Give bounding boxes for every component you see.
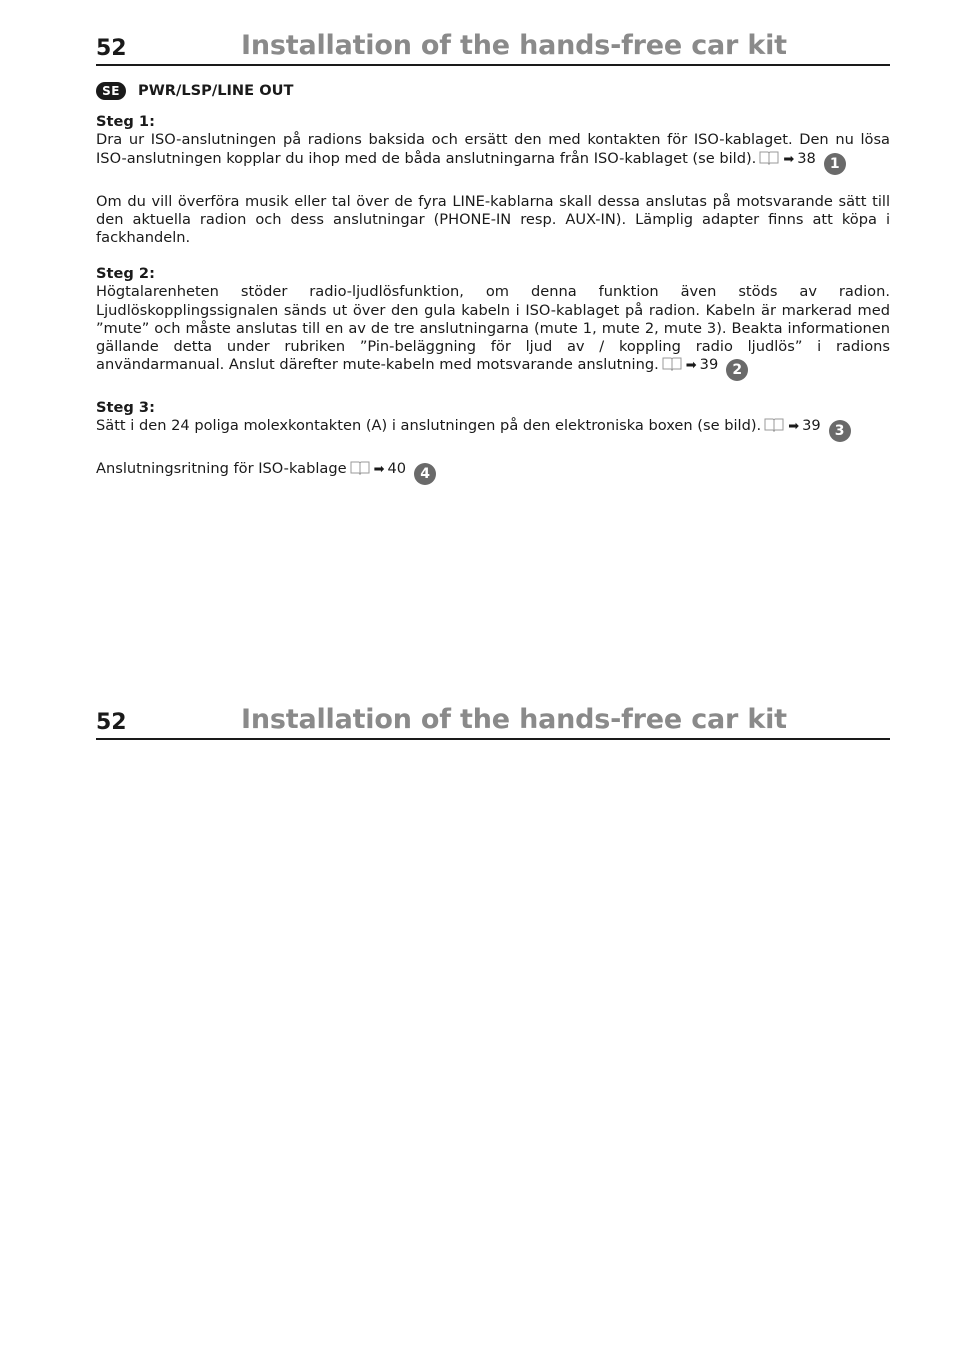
page-number: 52 <box>96 710 127 735</box>
arrow-right-icon: ➡ <box>685 358 697 374</box>
step-3 <box>96 399 890 442</box>
step-text: Dra ur ISO-anslutningen på radions baksida och ersätt den med kontakten för ISO-kablaget. Den nu lösa ISO-anslutningen kopplar du ihop med de båda anslutningarna från ISO-kablaget (se bild). ➡ 38 1 <box>96 131 890 174</box>
wiring-diagram-reference <box>96 460 890 485</box>
step-label: Steg 2: <box>96 265 155 283</box>
page-title: Installation of the hands-free car kit <box>241 30 787 61</box>
note-text: Om du vill överföra musik eller tal över de fyra LINE-kablarna skall dessa anslutas på motsvarande sätt till den aktuella radion och dess anslutningar (PHONE-IN resp. AUX-IN). Lämplig adapter finns att köpa i fackhandeln. <box>96 192 890 247</box>
step-text: Högtalarenheten stöder radio-ljudlösfunktion, om denna funktion även stöds av radion. Ljudlöskopplingssignalen sänds ut över den gula kabeln i ISO-kablaget på radion. Kabeln är markerad med ”mute” och måste anslutas till en av de tre anslutningarna (mute 1, mute 2, mute 3). Beakta informationen gällande detta under rubriken ”Pin-beläggning för ljud av / koppling radio ljudlös” i radions användarmanual. Anslut därefter mute-kabeln med motsvarande anslutning. ➡ 39 2 <box>96 283 890 381</box>
page-reference: ➡ 38 1 <box>756 150 845 167</box>
page-header <box>96 0 890 66</box>
book-icon <box>350 461 370 475</box>
page-reference: ➡ 39 3 <box>761 417 850 434</box>
book-icon <box>764 418 784 432</box>
page-reference: ➡ 39 2 <box>659 356 748 373</box>
language-badge: SE <box>96 82 126 100</box>
figure-number-badge: 4 <box>414 463 436 485</box>
figure-number-badge: 3 <box>829 420 851 442</box>
book-icon <box>662 357 682 371</box>
step-label: Steg 3: <box>96 399 155 417</box>
section-heading <box>96 82 890 100</box>
section-title: PWR/LSP/LINE OUT <box>138 82 294 99</box>
book-icon <box>759 151 779 165</box>
figure-number-badge: 1 <box>824 153 846 175</box>
step-2 <box>96 265 890 381</box>
repeated-page-header <box>96 674 890 740</box>
reference-text: Anslutningsritning för ISO-kablage ➡ 40 4 <box>96 460 890 485</box>
arrow-right-icon: ➡ <box>783 151 795 167</box>
step-1 <box>96 113 890 174</box>
page-number: 52 <box>96 36 127 61</box>
line-out-note <box>96 193 890 248</box>
step-label: Steg 1: <box>96 113 155 131</box>
figure-number-badge: 2 <box>726 359 748 381</box>
page-reference: ➡ 40 4 <box>347 460 436 477</box>
arrow-right-icon: ➡ <box>373 462 385 478</box>
step-text: Sätt i den 24 poliga molexkontakten (A) i anslutningen på den elektroniska boxen (se bild). ➡ 39 3 <box>96 417 890 442</box>
page-content <box>96 82 890 503</box>
arrow-right-icon: ➡ <box>788 419 800 435</box>
page-title: Installation of the hands-free car kit <box>241 704 787 735</box>
